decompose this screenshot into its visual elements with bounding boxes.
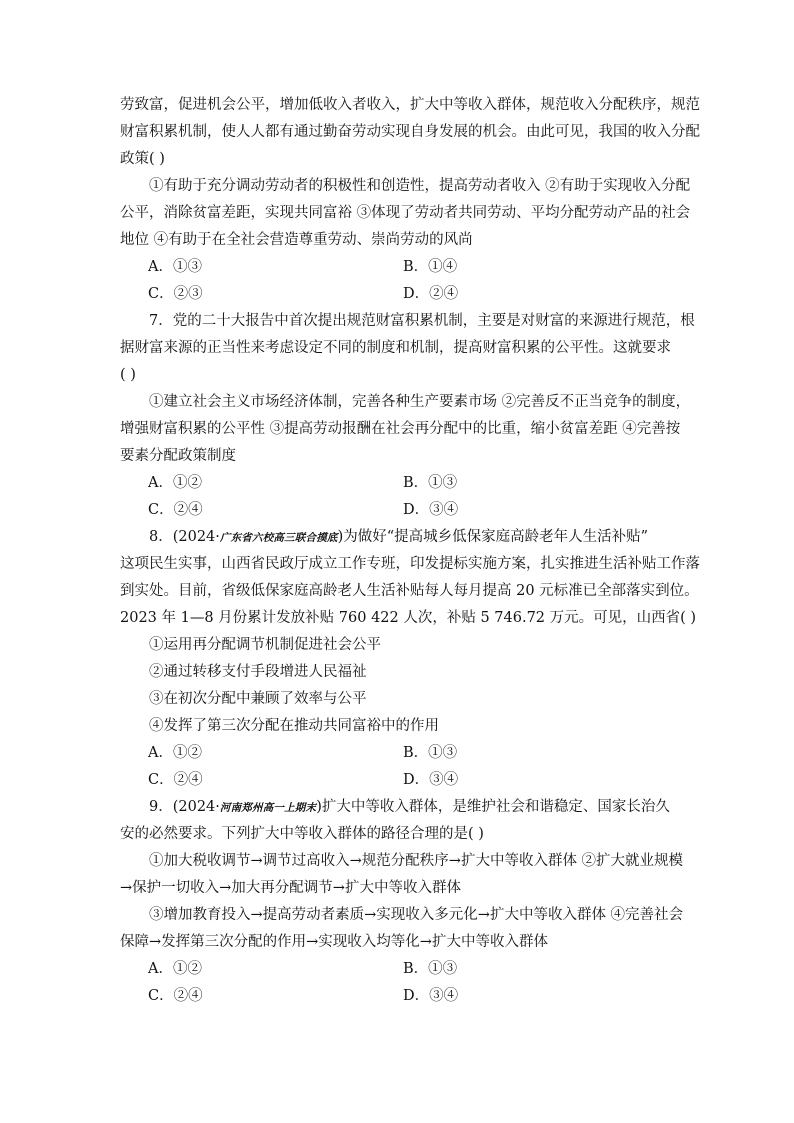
q8-stem-line: 2023 年 1—8 月份累计发放补贴 760 422 人次，补贴 5 746.72 万元。可见，山西省( )	[120, 610, 697, 626]
q8-option-a[interactable]: A．①②	[148, 745, 202, 761]
q6-option-b[interactable]: B．①④	[403, 259, 458, 275]
q9-stem-first-line	[120, 794, 676, 821]
q8-stem-line: 到实处。目前，省级低保家庭高龄老人生活补贴每人每月提高 20 元标准已全部落实到位。	[120, 583, 699, 599]
question-7	[120, 308, 695, 524]
q8-source: 广东省六校高三联合摸底	[219, 532, 338, 544]
q6-options-row	[120, 281, 676, 308]
q9-option-d[interactable]: D．③④	[403, 988, 459, 1004]
q9-options-row	[120, 983, 676, 1010]
q9-option-b[interactable]: B．①③	[403, 961, 458, 977]
q9-source: 河南郑州高一上期末	[219, 802, 317, 814]
q8-number: 8．(2024·	[149, 529, 220, 545]
q9-statement-line: ①加大税收调节→调节过高收入→规范分配秩序→扩大中等收入群体 ②扩大就业规模	[149, 853, 684, 869]
q6-option-d[interactable]: D．②④	[403, 286, 459, 302]
q6-statement-line: ①有助于充分调动劳动者的积极性和创造性，提高劳动者收入 ②有助于实现收入分配	[149, 178, 691, 194]
q8-option-d[interactable]: D．③④	[403, 772, 459, 788]
q7-option-c[interactable]: C．②④	[148, 502, 203, 518]
q9-stem-first-rest: )扩大中等收入群体，是维护社会和谐稳定、国家长治久	[316, 799, 670, 815]
q6-statement-line: 地位 ④有助于在全社会营造尊重劳动、崇尚劳动的风尚	[120, 232, 473, 248]
q6-stem-line: 财富积累机制，使人人都有通过勤奋劳动实现自身发展的机会。由此可见，我国的收入分配	[120, 124, 700, 140]
q7-stem-line: 7．党的二十大报告中首次提出规范财富积累机制，主要是对财富的来源进行规范，根	[149, 313, 695, 329]
q8-stem-first-rest: )为做好“提高城乡低保家庭高龄老年人生活补贴”	[337, 529, 649, 545]
question-6	[120, 92, 700, 308]
q6-stem-line: 劳致富，促进机会公平，增加低收入者收入，扩大中等收入群体，规范收入分配秩序，规范	[120, 97, 700, 113]
q9-option-a[interactable]: A．①②	[148, 961, 202, 977]
q8-options-row	[120, 740, 676, 767]
question-9	[120, 794, 684, 1010]
q6-stem-line: 政策( )	[120, 151, 165, 167]
q9-number: 9．(2024·	[149, 799, 220, 815]
q9-statement-line: →保护一切收入→加大再分配调节→扩大中等收入群体	[120, 880, 461, 896]
document-content	[120, 92, 700, 1010]
q6-statement-line: 公平，消除贫富差距，实现共同富裕 ③体现了劳动者共同劳动、平均分配劳动产品的社会	[120, 205, 691, 221]
q6-option-a[interactable]: A．①③	[148, 259, 202, 275]
q7-statement-line: 增强财富积累的公平性 ③提高劳动报酬在社会再分配中的比重，缩小贫富差距 ④完善按	[120, 421, 681, 437]
q8-stem-line: 这项民生实事，山西省民政厅成立工作专班，印发提标实施方案，扎实推进生活补贴工作落	[120, 556, 700, 572]
q8-statement: ③在初次分配中兼顾了效率与公平	[149, 691, 367, 707]
q8-option-b[interactable]: B．①③	[403, 745, 458, 761]
q7-option-a[interactable]: A．①②	[148, 475, 202, 491]
q9-statement-line: 保障→发挥第三次分配的作用→实现收入均等化→扩大中等收入群体	[120, 934, 548, 950]
q7-option-b[interactable]: B．①③	[403, 475, 458, 491]
q7-options-row	[120, 470, 676, 497]
q8-options-row	[120, 767, 676, 794]
q6-option-c[interactable]: C．②③	[148, 286, 203, 302]
q8-statement: ④发挥了第三次分配在推动共同富裕中的作用	[149, 718, 439, 734]
q7-options-row	[120, 497, 676, 524]
q7-option-d[interactable]: D．③④	[403, 502, 459, 518]
q8-statement: ②通过转移支付手段增进人民福祉	[149, 664, 367, 680]
q7-stem-line: ( )	[120, 367, 136, 383]
q8-statement: ①运用再分配调节机制促进社会公平	[149, 637, 381, 653]
q6-options-row	[120, 254, 676, 281]
question-8	[120, 524, 700, 794]
q9-options-row	[120, 956, 676, 983]
q8-stem-first-line	[120, 524, 676, 551]
q9-stem-line: 安的必然要求。下列扩大中等收入群体的路径合理的是( )	[120, 826, 484, 842]
q7-statement-line: 要素分配政策制度	[120, 448, 236, 464]
q9-statement-line: ③增加教育投入→提高劳动者素质→实现收入多元化→扩大中等收入群体 ④完善社会	[149, 907, 684, 923]
q8-option-c[interactable]: C．②④	[148, 772, 203, 788]
q7-statement-line: ①建立社会主义市场经济体制，完善各种生产要素市场 ②完善反不正当竞争的制度，	[149, 394, 691, 410]
q9-option-c[interactable]: C．②④	[148, 988, 203, 1004]
q7-stem-line: 据财富来源的正当性来考虑设定不同的制度和机制，提高财富积累的公平性。这就要求	[120, 340, 671, 356]
